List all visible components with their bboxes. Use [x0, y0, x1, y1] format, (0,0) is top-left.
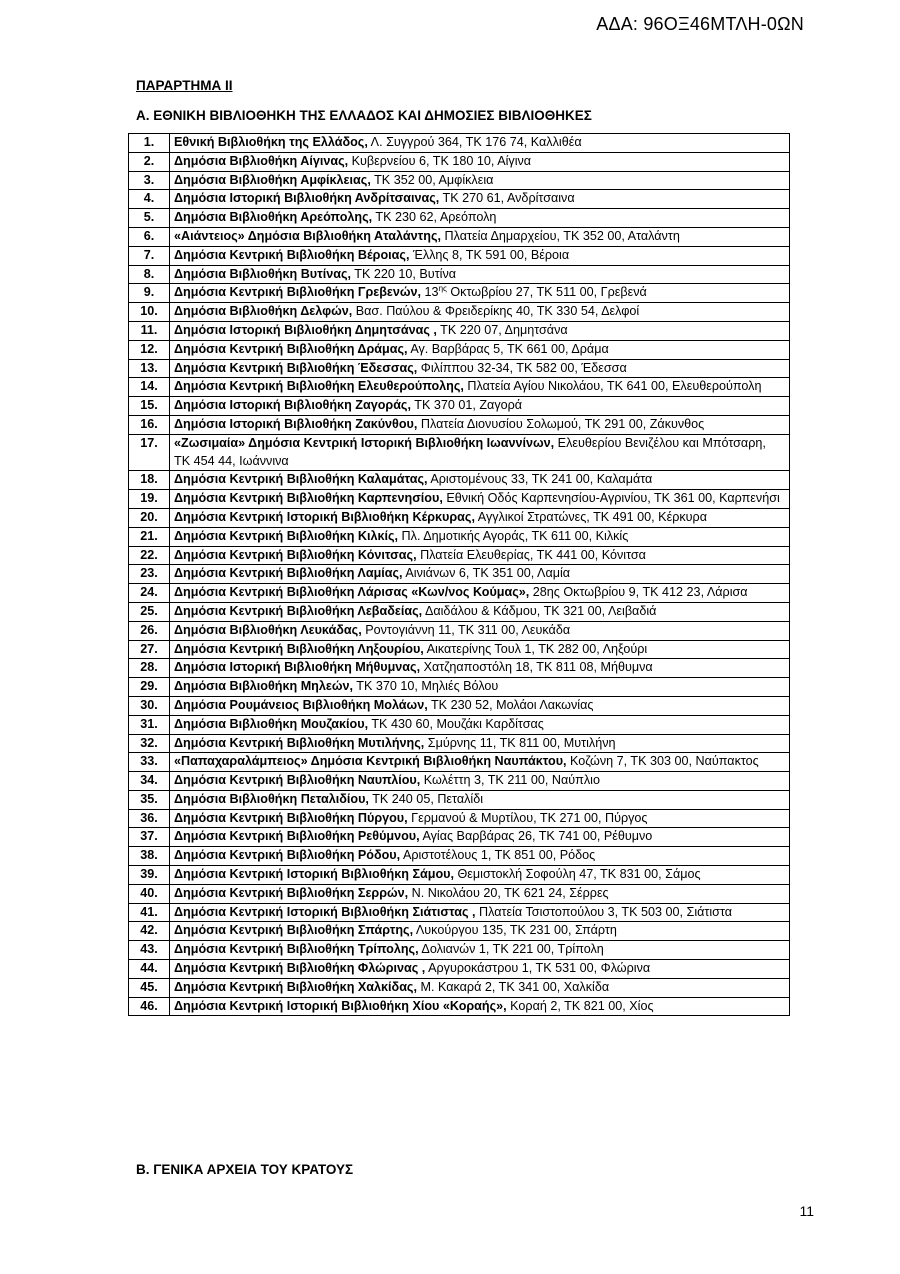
- library-address: Κοραή 2, ΤΚ 821 00, Χίος: [506, 998, 654, 1013]
- library-address: Αργυροκάστρου 1, ΤΚ 531 00, Φλώρινα: [425, 961, 651, 976]
- row-number: 45.: [129, 978, 170, 997]
- row-number: 40.: [129, 884, 170, 903]
- library-entry: [170, 828, 790, 847]
- library-name: Δημόσια Κεντρική Βιβλιοθήκη Ναυπλίου,: [174, 773, 421, 788]
- row-number: 26.: [129, 621, 170, 640]
- table-row: [129, 884, 790, 903]
- row-number: 36.: [129, 809, 170, 828]
- library-name: Δημόσια Κεντρική Βιβλιοθήκη Πύργου,: [174, 810, 408, 825]
- library-address: ΤΚ 230 62, Αρεόπολη: [372, 210, 497, 225]
- table-row: [129, 997, 790, 1016]
- library-name: Δημόσια Βιβλιοθήκη Βυτίνας,: [174, 266, 352, 281]
- library-name: Δημόσια Βιβλιοθήκη Μουζακίου,: [174, 716, 369, 731]
- library-entry: [170, 284, 790, 303]
- row-number: 10.: [129, 303, 170, 322]
- library-entry: [170, 659, 790, 678]
- row-number: 23.: [129, 565, 170, 584]
- annex-title: ΠΑΡΑΡΤΗΜΑ ΙΙ: [136, 78, 233, 93]
- library-address: Πλατεία Τσιστοπούλου 3, ΤΚ 503 00, Σιάτιστα: [475, 904, 733, 919]
- library-address: Σμύρνης 11, ΤΚ 811 00, Μυτιλήνη: [424, 735, 616, 750]
- library-name: Εθνική Βιβλιοθήκη της Ελλάδος,: [174, 135, 368, 149]
- library-entry: [170, 190, 790, 209]
- row-number: 46.: [129, 997, 170, 1016]
- row-number: 17.: [129, 434, 170, 471]
- libraries-table-body: [129, 134, 790, 1016]
- row-number: 2.: [129, 152, 170, 171]
- library-name: «Ζωσιμαία» Δημόσια Κεντρική Ιστορική Βιβλιοθήκη Ιωαννίνων,: [174, 435, 555, 450]
- library-name: Δημόσια Ιστορική Βιβλιοθήκη Δημητσάνας ,: [174, 322, 437, 337]
- row-number: 3.: [129, 171, 170, 190]
- row-number: 11.: [129, 321, 170, 340]
- table-row: [129, 152, 790, 171]
- table-row: [129, 621, 790, 640]
- row-number: 4.: [129, 190, 170, 209]
- library-name: Δημόσια Βιβλιοθήκη Αρεόπολης,: [174, 210, 373, 225]
- library-address: ΤΚ 270 61, Ανδρίτσαινα: [439, 191, 575, 206]
- row-number: 27.: [129, 640, 170, 659]
- library-entry: [170, 340, 790, 359]
- table-row: [129, 960, 790, 979]
- library-address: Λ. Συγγρού 364, ΤΚ 176 74, Καλλιθέα: [367, 135, 582, 149]
- table-row: [129, 941, 790, 960]
- row-number: 7.: [129, 246, 170, 265]
- row-number: 34.: [129, 772, 170, 791]
- table-row: [129, 397, 790, 416]
- row-number: 42.: [129, 922, 170, 941]
- library-address: Αριστομένους 33, ΤΚ 241 00, Καλαμάτα: [427, 472, 653, 487]
- library-name: Δημόσια Βιβλιοθήκη Αίγινας,: [174, 153, 349, 168]
- table-row: [129, 227, 790, 246]
- library-entry: [170, 415, 790, 434]
- table-row: [129, 828, 790, 847]
- library-name: Δημόσια Ιστορική Βιβλιοθήκη Ζαγοράς,: [174, 398, 411, 413]
- library-entry: [170, 903, 790, 922]
- library-name: Δημόσια Κεντρική Βιβλιοθήκη Δράμας,: [174, 341, 408, 356]
- library-address: Θεμιστοκλή Σοφούλη 47, ΤΚ 831 00, Σάμος: [454, 867, 701, 882]
- library-name: Δημόσια Κεντρική Ιστορική Βιβλιοθήκη Σάμου,: [174, 867, 454, 882]
- row-number: 32.: [129, 734, 170, 753]
- library-entry: [170, 621, 790, 640]
- table-row: [129, 659, 790, 678]
- library-address: Αγγλικοί Στρατώνες, ΤΚ 491 00, Κέρκυρα: [474, 509, 707, 524]
- row-number: 41.: [129, 903, 170, 922]
- library-address: ΤΚ 220 07, Δημητσάνα: [436, 322, 568, 337]
- library-address: ΤΚ 352 00, Αμφίκλεια: [370, 172, 494, 187]
- library-name: Δημόσια Κεντρική Βιβλιοθήκη Καλαμάτας,: [174, 472, 428, 487]
- library-name: Δημόσια Κεντρική Βιβλιοθήκη Τρίπολης,: [174, 942, 419, 957]
- table-row: [129, 171, 790, 190]
- row-number: 28.: [129, 659, 170, 678]
- library-name: Δημόσια Κεντρική Βιβλιοθήκη Γρεβενών,: [174, 285, 422, 300]
- library-entry: [170, 397, 790, 416]
- library-entry: [170, 359, 790, 378]
- library-name: Δημόσια Κεντρική Βιβλιοθήκη Μυτιλήνης,: [174, 735, 425, 750]
- row-number: 16.: [129, 415, 170, 434]
- table-row: [129, 809, 790, 828]
- library-address: Αγίας Βαρβάρας 26, ΤΚ 741 00, Ρέθυμνο: [419, 829, 653, 844]
- table-row: [129, 696, 790, 715]
- library-entry: [170, 997, 790, 1016]
- library-entry: [170, 790, 790, 809]
- table-row: [129, 866, 790, 885]
- table-row: [129, 753, 790, 772]
- library-address: Μ. Κακαρά 2, ΤΚ 341 00, Χαλκίδα: [416, 979, 610, 994]
- library-entry: [170, 565, 790, 584]
- library-address: Βασ. Παύλου & Φρειδερίκης 40, ΤΚ 330 54, Δελφοί: [352, 304, 640, 319]
- row-number: 14.: [129, 378, 170, 397]
- library-entry: [170, 866, 790, 885]
- library-entry: [170, 134, 790, 153]
- library-address: Εθνική Οδός Καρπενησίου-Αγρινίου, ΤΚ 361 00, Καρπενήσι: [442, 491, 780, 506]
- table-row: [129, 602, 790, 621]
- table-row: [129, 903, 790, 922]
- table-row: [129, 434, 790, 471]
- library-name: Δημόσια Βιβλιοθήκη Μηλεών,: [174, 679, 353, 694]
- library-name: Δημόσια Ρουμάνειος Βιβλιοθήκη Μολάων,: [174, 697, 428, 712]
- library-address-rest: Οκτωβρίου 27, ΤΚ 511 00, Γρεβενά: [446, 285, 647, 300]
- row-number: 18.: [129, 471, 170, 490]
- library-entry: [170, 171, 790, 190]
- library-name: «Παπαχαραλάμπειος» Δημόσια Κεντρική Βιβλιοθήκη Ναυπάκτου,: [174, 754, 567, 769]
- library-name: Δημόσια Κεντρική Βιβλιοθήκη Βέροιας,: [174, 247, 410, 262]
- library-entry: [170, 922, 790, 941]
- library-entry: [170, 227, 790, 246]
- library-address: ΤΚ 220 10, Βυτίνα: [351, 266, 457, 281]
- library-name: Δημόσια Κεντρική Βιβλιοθήκη Φλώρινας ,: [174, 961, 426, 976]
- library-address: Αινιάνων 6, ΤΚ 351 00, Λαμία: [402, 566, 571, 581]
- ordinal-suffix: ης: [438, 284, 447, 294]
- library-entry: [170, 152, 790, 171]
- table-row: [129, 640, 790, 659]
- library-name: Δημόσια Κεντρική Βιβλιοθήκη Λεβαδείας,: [174, 603, 423, 618]
- library-entry: [170, 246, 790, 265]
- library-entry: [170, 546, 790, 565]
- table-row: [129, 527, 790, 546]
- table-row: [129, 790, 790, 809]
- table-row: [129, 246, 790, 265]
- library-name: Δημόσια Βιβλιοθήκη Αμφίκλειας,: [174, 172, 371, 187]
- row-number: 43.: [129, 941, 170, 960]
- library-address: Πλατεία Δημαρχείου, ΤΚ 352 00, Αταλάντη: [441, 228, 680, 243]
- library-name: Δημόσια Κεντρική Βιβλιοθήκη Σερρών,: [174, 885, 409, 900]
- library-address: Πλ. Δημοτικής Αγοράς, ΤΚ 611 00, Κιλκίς: [398, 528, 629, 543]
- library-entry: [170, 941, 790, 960]
- row-number: 35.: [129, 790, 170, 809]
- library-address: ΤΚ 230 52, Μολάοι Λακωνίας: [427, 697, 594, 712]
- table-row: [129, 508, 790, 527]
- library-name: Δημόσια Κεντρική Βιβλιοθήκη Σπάρτης,: [174, 923, 414, 938]
- library-name: Δημόσια Κεντρική Ιστορική Βιβλιοθήκη Κέρκυρας,: [174, 509, 475, 524]
- library-name: Δημόσια Βιβλιοθήκη Δελφών,: [174, 304, 353, 319]
- library-address: ΤΚ 430 60, Μουζάκι Καρδίτσας: [368, 716, 544, 731]
- table-row: [129, 415, 790, 434]
- table-row: [129, 321, 790, 340]
- library-address: Φιλίππου 32-34, ΤΚ 582 00, Έδεσσα: [417, 360, 627, 375]
- library-address: ΤΚ 370 01, Ζαγορά: [410, 398, 523, 413]
- table-row: [129, 847, 790, 866]
- library-name: Δημόσια Κεντρική Βιβλιοθήκη Λάρισας «Κων/νος Κούμας»,: [174, 585, 530, 600]
- library-entry: [170, 734, 790, 753]
- library-entry: [170, 753, 790, 772]
- section-b-title: Β. ΓΕΝΙΚΑ ΑΡΧΕΙΑ ΤΟΥ ΚΡΑΤΟΥΣ: [136, 1162, 354, 1177]
- table-row: [129, 565, 790, 584]
- row-number: 21.: [129, 527, 170, 546]
- table-row: [129, 265, 790, 284]
- library-name: Δημόσια Ιστορική Βιβλιοθήκη Ανδρίτσαινας,: [174, 191, 440, 206]
- library-address: Αριστοτέλους 1, ΤΚ 851 00, Ρόδος: [400, 848, 596, 863]
- library-name: Δημόσια Βιβλιοθήκη Λευκάδας,: [174, 622, 362, 637]
- library-entry: [170, 303, 790, 322]
- library-name: «Αιάντειος» Δημόσια Βιβλιοθήκη Αταλάντης,: [174, 228, 442, 243]
- library-address: Αγ. Βαρβάρας 5, ΤΚ 661 00, Δράμα: [407, 341, 609, 356]
- library-address: Δολιανών 1, ΤΚ 221 00, Τρίπολη: [418, 942, 604, 957]
- row-number: 30.: [129, 696, 170, 715]
- library-address: Ροντογιάννη 11, ΤΚ 311 00, Λευκάδα: [361, 622, 571, 637]
- library-entry: [170, 809, 790, 828]
- row-number: 37.: [129, 828, 170, 847]
- library-entry: [170, 490, 790, 509]
- table-row: [129, 584, 790, 603]
- library-address: 28ης Οκτωβρίου 9, ΤΚ 412 23, Λάρισα: [529, 585, 748, 600]
- table-row: [129, 303, 790, 322]
- library-name: Δημόσια Κεντρική Βιβλιοθήκη Ρεθύμνου,: [174, 829, 420, 844]
- library-address: Ν. Νικολάου 20, ΤΚ 621 24, Σέρρες: [408, 885, 609, 900]
- library-entry: [170, 321, 790, 340]
- table-row: [129, 378, 790, 397]
- row-number: 38.: [129, 847, 170, 866]
- library-address: Πλατεία Διονυσίου Σολωμού, ΤΚ 291 00, Ζάκυνθος: [417, 416, 705, 431]
- row-number: 12.: [129, 340, 170, 359]
- library-name: Δημόσια Κεντρική Βιβλιοθήκη Κιλκίς,: [174, 528, 399, 543]
- libraries-table: [128, 133, 790, 1016]
- table-row: [129, 546, 790, 565]
- row-number: 39.: [129, 866, 170, 885]
- library-address: Γερμανού & Μυρτίλου, ΤΚ 271 00, Πύργος: [407, 810, 648, 825]
- row-number: 33.: [129, 753, 170, 772]
- row-number: 22.: [129, 546, 170, 565]
- table-row: [129, 734, 790, 753]
- library-address: Αικατερίνης Τουλ 1, ΤΚ 282 00, Ληξούρι: [423, 641, 648, 656]
- row-number: 24.: [129, 584, 170, 603]
- library-entry: [170, 508, 790, 527]
- row-number: 31.: [129, 715, 170, 734]
- library-entry: [170, 715, 790, 734]
- row-number: 9.: [129, 284, 170, 303]
- row-number: 20.: [129, 508, 170, 527]
- library-entry: [170, 978, 790, 997]
- library-entry: [170, 527, 790, 546]
- table-row: [129, 359, 790, 378]
- library-entry: [170, 678, 790, 697]
- table-row: [129, 772, 790, 791]
- library-name: Δημόσια Κεντρική Βιβλιοθήκη Χαλκίδας,: [174, 979, 417, 994]
- library-entry: [170, 584, 790, 603]
- table-row: [129, 922, 790, 941]
- library-address: Ελευθερίου Βενιζέλου και Μπότσαρη, ΤΚ 454 44, Ιωάννινα: [174, 435, 766, 468]
- row-number: 13.: [129, 359, 170, 378]
- library-name: Δημόσια Κεντρική Ιστορική Βιβλιοθήκη Σιάτιστας ,: [174, 904, 476, 919]
- library-entry: [170, 209, 790, 228]
- library-name: Δημόσια Κεντρική Βιβλιοθήκη Ελευθερούπολης,: [174, 379, 464, 394]
- library-name: Δημόσια Βιβλιοθήκη Πεταλιδίου,: [174, 791, 369, 806]
- table-row: [129, 715, 790, 734]
- library-name: Δημόσια Κεντρική Βιβλιοθήκη Ληξουρίου,: [174, 641, 424, 656]
- library-address: Κωλέττη 3, ΤΚ 211 00, Ναύπλιο: [420, 773, 600, 788]
- library-address: ΤΚ 370 10, Μηλιές Βόλου: [353, 679, 499, 694]
- library-address: Λυκούργου 135, ΤΚ 231 00, Σπάρτη: [413, 923, 617, 938]
- row-number: 5.: [129, 209, 170, 228]
- table-row: [129, 978, 790, 997]
- table-row: [129, 340, 790, 359]
- library-entry: [170, 434, 790, 471]
- row-number: 29.: [129, 678, 170, 697]
- row-number: 1.: [129, 134, 170, 153]
- row-number: 19.: [129, 490, 170, 509]
- table-row: [129, 190, 790, 209]
- table-row: [129, 134, 790, 153]
- row-number: 6.: [129, 227, 170, 246]
- library-entry: [170, 772, 790, 791]
- library-entry: [170, 696, 790, 715]
- library-address: Έλλης 8, ΤΚ 591 00, Βέροια: [409, 247, 570, 262]
- library-address: ΤΚ 240 05, Πεταλίδι: [368, 791, 484, 806]
- library-name: Δημόσια Ιστορική Βιβλιοθήκη Ζακύνθου,: [174, 416, 418, 431]
- table-row: [129, 490, 790, 509]
- library-address: Δαιδάλου & Κάδμου, ΤΚ 321 00, Λειβαδιά: [422, 603, 657, 618]
- row-number: 44.: [129, 960, 170, 979]
- library-name: Δημόσια Κεντρική Βιβλιοθήκη Λαμίας,: [174, 566, 403, 581]
- library-entry: [170, 602, 790, 621]
- row-number: 25.: [129, 602, 170, 621]
- library-entry: [170, 847, 790, 866]
- library-name: Δημόσια Κεντρική Ιστορική Βιβλιοθήκη Χίου «Κοραής»,: [174, 998, 507, 1013]
- library-entry: [170, 471, 790, 490]
- library-address: Πλατεία Ελευθερίας, ΤΚ 441 00, Κόνιτσα: [416, 547, 646, 562]
- page-number: 11: [799, 1203, 814, 1219]
- row-number: 8.: [129, 265, 170, 284]
- table-row: [129, 209, 790, 228]
- library-address: Χατζηαποστόλη 18, ΤΚ 811 08, Μήθυμνα: [420, 660, 653, 675]
- library-name: Δημόσια Κεντρική Βιβλιοθήκη Ρόδου,: [174, 848, 401, 863]
- library-address: 13: [421, 285, 439, 300]
- library-name: Δημόσια Κεντρική Βιβλιοθήκη Καρπενησίου,: [174, 491, 443, 506]
- library-name: Δημόσια Ιστορική Βιβλιοθήκη Μήθυμνας,: [174, 660, 421, 675]
- table-row: [129, 678, 790, 697]
- table-row: [129, 471, 790, 490]
- library-name: Δημόσια Κεντρική Βιβλιοθήκη Κόνιτσας,: [174, 547, 417, 562]
- library-entry: [170, 960, 790, 979]
- library-entry: [170, 640, 790, 659]
- library-entry: [170, 265, 790, 284]
- library-address: Κοζώνη 7, ΤΚ 303 00, Ναύπακτος: [566, 754, 759, 769]
- library-address: Πλατεία Αγίου Νικολάου, ΤΚ 641 00, Ελευθερούπολη: [463, 379, 762, 394]
- library-address: Κυβερνείου 6, ΤΚ 180 10, Αίγινα: [348, 153, 532, 168]
- library-name: Δημόσια Κεντρική Βιβλιοθήκη Έδεσσας,: [174, 360, 418, 375]
- library-entry: [170, 378, 790, 397]
- library-entry: [170, 884, 790, 903]
- table-row: [129, 284, 790, 303]
- section-a-title: Α. ΕΘΝΙΚΗ ΒΙΒΛΙΟΘΗΚΗ ΤΗΣ ΕΛΛΑΔΟΣ ΚΑΙ ΔΗΜΟΣΙΕΣ ΒΙΒΛΙΟΘΗΚΕΣ: [136, 108, 592, 123]
- ada-code: ΑΔΑ: 96ΟΞ46ΜΤΛΗ-0ΩΝ: [596, 14, 804, 34]
- row-number: 15.: [129, 397, 170, 416]
